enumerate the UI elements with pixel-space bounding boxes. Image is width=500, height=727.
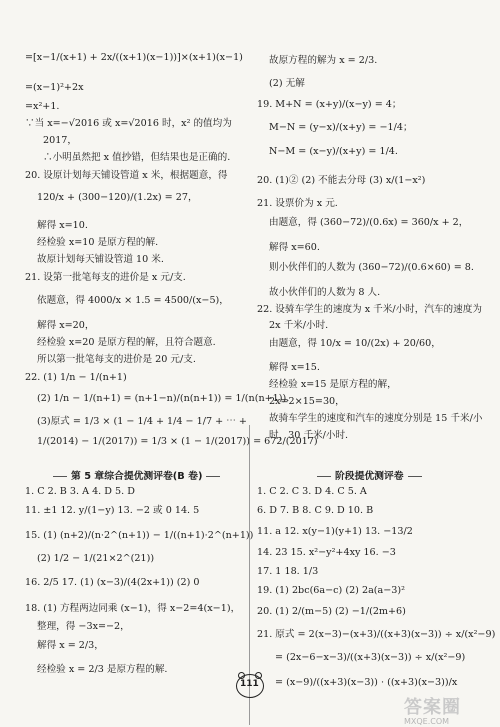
answer-line: 整理，得 −3x=−2， bbox=[37, 621, 130, 632]
text-line: 经检验 x=15 是原方程的解， bbox=[269, 379, 397, 390]
text-line: 故原计划每天铺设管道 10 米. bbox=[37, 254, 164, 265]
text-line: 则小伙伴们的人数为 (360−72)/(0.6×60) = 8. bbox=[269, 262, 474, 273]
answer-line: 19. (1) 2bc(6a−c) (2) 2a(a−3)² bbox=[257, 585, 405, 596]
text-line: =(x−1)²+2x bbox=[25, 82, 84, 93]
text-line: (3)原式 = 1/3 × (1 − 1/4 + 1/4 − 1/7 + ⋯ + bbox=[37, 416, 247, 427]
text-line: 故原方程的解为 x = 2/3. bbox=[269, 55, 378, 66]
page-number: 111 bbox=[240, 679, 259, 689]
text-line: 2x=2×15=30， bbox=[269, 396, 345, 407]
text-line: (2) 1/n − 1/(n+1) = (n+1−n)/(n(n+1)) = 1/(n(n+1)). bbox=[37, 393, 290, 404]
text-line: 22. (1) 1/n − 1/(n+1) bbox=[25, 372, 127, 383]
answer-line: = (2x−6−x−3)/((x+3)(x−3)) ÷ x/(x²−9) bbox=[275, 652, 466, 663]
section-title-text: 阶段提优测评卷 bbox=[335, 471, 404, 482]
text-line: 经检验 x=10 是原方程的解. bbox=[37, 237, 159, 248]
answer-line: = (x−9)/((x+3)(x−3)) · ((x+3)(x−3))/x bbox=[275, 677, 458, 688]
text-line: 2x 千米/小时. bbox=[269, 320, 329, 331]
title-rule bbox=[53, 476, 67, 477]
text-line: 21. 设票价为 x 元. bbox=[257, 198, 338, 209]
section-title-text: 第 5 章综合提优测评卷(B 卷) bbox=[71, 471, 203, 482]
text-line: M−N = (y−x)/(x+y) = −1/4； bbox=[269, 122, 413, 133]
text-line: ∴小明虽然把 x 值抄错，但结果也是正确的. bbox=[43, 152, 231, 163]
text-line: 120/x + (300−120)/(1.2x) = 27， bbox=[37, 192, 198, 203]
text-line: 由题意，得 10/x = 10/(2x) + 20/60， bbox=[269, 338, 441, 349]
text-line: 经检验 x=20 是原方程的解，且符合题意. bbox=[37, 337, 216, 348]
right-column bbox=[257, 0, 496, 727]
text-line: 时，30 千米/小时. bbox=[269, 430, 349, 441]
text-line: N−M = (x−y)/(x+y) = 1/4. bbox=[269, 146, 398, 157]
section-title-b bbox=[49, 468, 224, 482]
answer-line: 1. C 2. C 3. D 4. C 5. A bbox=[257, 486, 367, 497]
text-line: 解得 x=20， bbox=[37, 320, 95, 331]
answer-line: 15. (1) (n+2)/(n·2^(n+1)) − 1/((n+1)·2^(n+1)) bbox=[25, 530, 254, 541]
title-rule bbox=[408, 476, 422, 477]
answer-line: 18. (1) 方程两边同乘 (x−1)，得 x−2=4(x−1)， bbox=[25, 603, 241, 614]
text-line: ∵当 x=−√2016 或 x=√2016 时，x² 的值均为 bbox=[25, 118, 232, 129]
text-line: =[x−1/(x+1) + 2x/((x+1)(x−1))]×(x+1)(x−1) bbox=[25, 52, 243, 63]
text-line: 故小伙伴们的人数为 8 人. bbox=[269, 287, 381, 298]
answer-line: 20. (1) 2/(m−5) (2) −1/(2m+6) bbox=[257, 606, 406, 617]
answer-line: 17. 1 18. 1/3 bbox=[257, 566, 319, 577]
text-line: 解得 x=15. bbox=[269, 362, 320, 373]
text-line: 2017， bbox=[43, 135, 78, 146]
text-line: 1/(2014) − 1/(2017)) = 1/3 × (1 − 1/(2017)) = 672/(2017) bbox=[37, 436, 318, 447]
answer-line: 6. D 7. B 8. C 9. D 10. B bbox=[257, 505, 374, 516]
text-line: 故骑车学生的速度和汽车的速度分别是 15 千米/小 bbox=[269, 413, 483, 424]
text-line: 由题意，得 (360−72)/(0.6x) = 360/x + 2， bbox=[269, 217, 469, 228]
answer-line: 16. 2/5 17. (1) (x−3)/(4(2x+1)) (2) 0 bbox=[25, 577, 200, 588]
text-line: 19. M+N = (x+y)/(x−y) = 4； bbox=[257, 99, 402, 110]
watermark-text: 答案圈 bbox=[404, 697, 461, 718]
answer-line: 11. a 12. x(y−1)(y+1) 13. −13/2 bbox=[257, 526, 413, 537]
text-line: 20. 设原计划每天铺设管道 x 米，根据题意，得 bbox=[25, 170, 228, 181]
section-title-stage bbox=[313, 468, 426, 482]
answer-line: 14. 23 15. x²−y²+4xy 16. −3 bbox=[257, 547, 396, 558]
text-line: 20. (1)② (2) 不能去分母 (3) x/(1−x²) bbox=[257, 175, 426, 186]
title-rule bbox=[317, 476, 331, 477]
text-line: 所以第一批笔每支的进价是 20 元/支. bbox=[37, 354, 196, 365]
title-rule bbox=[206, 476, 220, 477]
text-line: 解得 x=10. bbox=[37, 220, 88, 231]
answer-line: (2) 1/2 − 1/(21×2^(21)) bbox=[37, 553, 155, 564]
watermark-logo bbox=[404, 693, 496, 725]
text-line: (2) 无解 bbox=[269, 78, 305, 89]
text-line: 21. 设第一批笔每支的进价是 x 元/支. bbox=[25, 272, 186, 283]
answer-line: 21. 原式 = 2(x−3)−(x+3)/((x+3)(x−3)) ÷ x/(x²−9) bbox=[257, 629, 496, 640]
page-number-badge bbox=[232, 672, 268, 700]
text-line: =x²+1. bbox=[25, 101, 60, 112]
answer-line: 11. ±1 12. y/(1−y) 13. −2 或 0 14. 5 bbox=[25, 505, 200, 516]
answer-line: 解得 x = 2/3， bbox=[37, 640, 104, 651]
text-line: 解得 x=60. bbox=[269, 242, 320, 253]
answer-line: 经检验 x = 2/3 是原方程的解. bbox=[37, 664, 168, 675]
text-line: 22. 设骑车学生的速度为 x 千米/小时，汽车的速度为 bbox=[257, 304, 482, 315]
answer-line: 1. C 2. B 3. A 4. D 5. D bbox=[25, 486, 135, 497]
text-line: 依题意，得 4000/x × 1.5 = 4500/(x−5)， bbox=[37, 295, 229, 306]
watermark-url: MXQE.COM bbox=[404, 717, 450, 726]
